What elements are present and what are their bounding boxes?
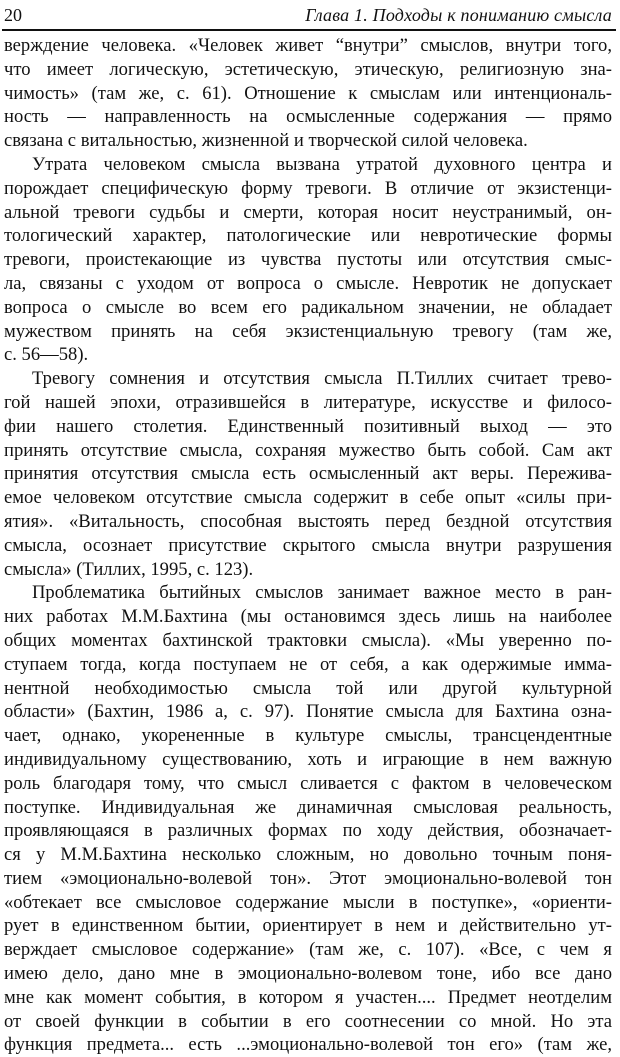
paragraph bbox=[4, 153, 612, 367]
text-line: чимость» (там же, с. 61). Отношение к смыслам или интенциональ- bbox=[4, 82, 612, 104]
text-line: функция предмета... есть ...эмоционально-волевой тон его» (там же, bbox=[4, 1034, 612, 1056]
text-line: рует в единственном бытии, ориентирует в нем и действительно ут- bbox=[4, 915, 612, 937]
page-body bbox=[4, 34, 612, 1057]
text-line: ла, связаны с уходом от вопроса о смысле. Невротик не допускает bbox=[4, 272, 612, 294]
text-line: верждает смысловое содержание» (там же, с. 107). «Все, с чем я bbox=[4, 939, 612, 961]
text-line: тревоги, проистекающие из чувства пустоты или отсутствия смыс- bbox=[4, 249, 612, 271]
text-line: ятия». «Витальность, способная выстоять перед бездной отсутствия bbox=[4, 510, 612, 532]
text-line: гой нашей эпохи, отразившейся в литературе, искусстве и филосо- bbox=[4, 391, 612, 413]
text-line: проявляющаяся в различных формах по ходу действия, обозначает- bbox=[4, 820, 612, 842]
text-line: смысла» (Тиллих, 1995, с. 123). bbox=[4, 558, 254, 580]
text-line: ступаем тогда, когда поступаем не от себя, а как одержимые имма- bbox=[4, 653, 612, 675]
running-title: Глава 1. Подходы к пониманию смысла bbox=[305, 5, 612, 25]
text-line: ся у М.М.Бахтина несколько сложным, но довольно точным поня- bbox=[4, 844, 612, 866]
text-line: поступке. Индивидуальная же динамичная смысловая реальность, bbox=[4, 796, 612, 818]
text-line: что имеет логическую, эстетическую, этическую, религиозную зна- bbox=[4, 58, 612, 80]
text-line: ность — направленность на осмысленные содержания — прямо bbox=[4, 106, 612, 128]
paragraph bbox=[4, 34, 612, 153]
text-line: мужеством принять на себя экзистенциальную тревогу (там же, bbox=[4, 320, 612, 342]
text-line: «обтекает все смысловое содержание мысли в поступке», «ориенти- bbox=[4, 891, 612, 913]
text-line: Утрата человеком смысла вызвана утратой духовного центра и bbox=[32, 153, 612, 175]
text-line: тологический характер, патологические или невротические формы bbox=[4, 225, 612, 247]
text-line: тием «эмоционально-волевой тон». Этот эмоционально-волевой тон bbox=[4, 867, 612, 889]
text-line: нентной необходимостью смысла той или другой культурной bbox=[4, 677, 612, 699]
paragraph bbox=[4, 367, 612, 581]
text-line: принять отсутствие смысла, сохраняя мужество быть собой. Сам акт bbox=[4, 439, 612, 461]
text-line: вопроса о смысле во всем его радикальном значении, не обладает bbox=[4, 296, 612, 318]
text-line: порождает специфическую форму тревоги. В отличие от экзистенци- bbox=[4, 177, 612, 199]
text-line: роль благодаря тому, что смысл сливается с фактом в человеческом bbox=[4, 772, 612, 794]
text-line: имею дело, дано мне в эмоционально-волевом тоне, ибо все дано bbox=[4, 963, 612, 985]
paragraph bbox=[4, 581, 612, 1057]
text-line: принятия отсутствия смысла есть осмысленный акт веры. Пережива- bbox=[4, 463, 612, 485]
text-line: Проблематика бытийных смыслов занимает важное место в ран- bbox=[32, 582, 612, 604]
text-line: фии нашего столетия. Единственный позитивный выход — это bbox=[4, 415, 612, 437]
text-line: альной тревоги судьбы и смерти, которая носит неустранимый, он- bbox=[4, 201, 612, 223]
text-line: индивидуальному существованию, хоть и играющие в нем важную bbox=[4, 748, 612, 770]
header-rule bbox=[2, 29, 616, 31]
text-line: общих моментах бахтинской трактовки смысла). «Мы уверенно по- bbox=[4, 629, 612, 651]
text-line: смысла, осознает присутствие скрытого смысла внутри разрушения bbox=[4, 534, 612, 556]
page-number: 20 bbox=[4, 5, 22, 25]
text-line: емое человеком отсутствие смысла содержит в себе опыт «силы при- bbox=[4, 487, 612, 509]
text-line: чает, однако, укорененные в культуре смыслы, трансцендентные bbox=[4, 725, 612, 747]
text-line: верждение человека. «Человек живет “внутри” смыслов, внутри того, bbox=[4, 35, 612, 56]
text-line: Тревогу сомнения и отсутствия смысла П.Тиллих считает трево- bbox=[32, 368, 612, 390]
text-line: от своей функции в событии в его соотнесении со мной. Но эта bbox=[4, 1010, 612, 1032]
text-line: с. 56—58). bbox=[4, 344, 89, 366]
text-line: мне как момент события, в котором я участен.... Предмет неотделим bbox=[4, 986, 612, 1008]
page-header bbox=[4, 4, 612, 28]
text-line: области» (Бахтин, 1986 а, с. 97). Понятие смысла для Бахтина озна- bbox=[4, 701, 612, 723]
text-line: них работах М.М.Бахтина (мы остановимся здесь лишь на наиболее bbox=[4, 606, 612, 628]
text-line: связана с витальностью, жизненной и творческой силой человека. bbox=[4, 130, 528, 152]
